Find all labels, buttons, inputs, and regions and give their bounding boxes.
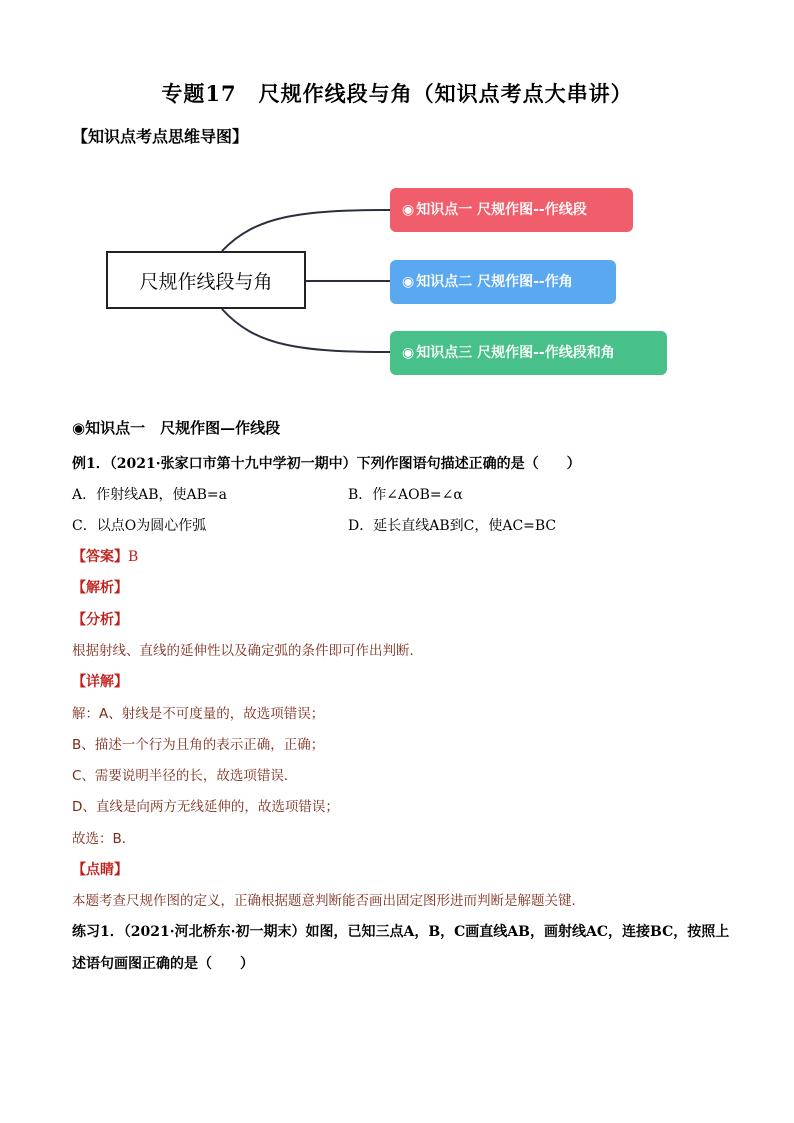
target-icon: ◉: [402, 274, 415, 290]
answer-row: [72, 547, 138, 567]
fenxi-text: 根据射线、直线的延伸性以及确定弧的条件即可作出判断．: [72, 643, 423, 659]
option-d: D．延长直线AB到C，使AC=BC: [348, 518, 557, 534]
detail-line: 解：A、射线是不可度量的，故选项错误；: [72, 706, 325, 722]
connector-node-1: [222, 210, 390, 251]
detail-line: B、描述一个行为且角的表示正确，正确；: [72, 737, 325, 753]
answer-label: 【答案】: [72, 549, 128, 565]
example-stem: 例1．（2021·张家口市第十九中学初一期中）下列作图语句描述正确的是（ ）: [72, 456, 581, 472]
mindmap-node-3: [390, 331, 667, 375]
mindmap-node-label: 知识点三 尺规作图--作线段和角: [416, 345, 615, 361]
mindmap-node-label: 知识点一 尺规作图--作线段: [416, 202, 587, 218]
mindmap-heading: 【知识点考点思维导图】: [72, 127, 249, 146]
practice-line-2: 述语句画图正确的是（ ）: [72, 956, 254, 972]
option-c: C．以点O为圆心作弧: [72, 518, 207, 534]
target-icon: ◉: [402, 345, 415, 361]
comment-label: 【点睛】: [72, 862, 128, 878]
detail-line: C、需要说明半径的长，故选项错误．: [72, 768, 298, 784]
page-title: 专题17 尺规作线段与角（知识点考点大串讲）: [161, 81, 633, 106]
analysis-label: 【解析】: [72, 580, 128, 596]
target-icon: ◉: [402, 202, 415, 218]
mindmap-node-label: 知识点二 尺规作图--作角: [416, 274, 573, 290]
mindmap-center-node: 尺规作线段与角: [106, 251, 306, 309]
mindmap-node-1: [390, 188, 633, 232]
answer-value: B: [128, 549, 139, 565]
knowledge-point-heading: ◉知识点一 尺规作图—作线段: [72, 419, 281, 437]
detail-line: D、直线是向两方无线延伸的，故选项错误；: [72, 799, 339, 815]
detail-label: 【详解】: [72, 674, 128, 690]
practice-line-1: 练习1．（2021·河北桥东·初一期末）如图，已知三点A，B，C画直线AB，画射线AC，连接BC，按照上: [72, 924, 730, 940]
fenxi-label: 【分析】: [72, 612, 128, 628]
detail-line: 故选：B．: [72, 831, 136, 847]
option-b: B．作∠AOB=∠α: [348, 487, 463, 503]
option-a: A．作射线AB，使AB=a: [72, 487, 227, 503]
connector-node-3: [222, 309, 390, 352]
comment-text: 本题考查尺规作图的定义，正确根据题意判断能否画出固定图形进而判断是解题关键．: [72, 893, 585, 909]
mindmap-node-2: [390, 260, 616, 304]
